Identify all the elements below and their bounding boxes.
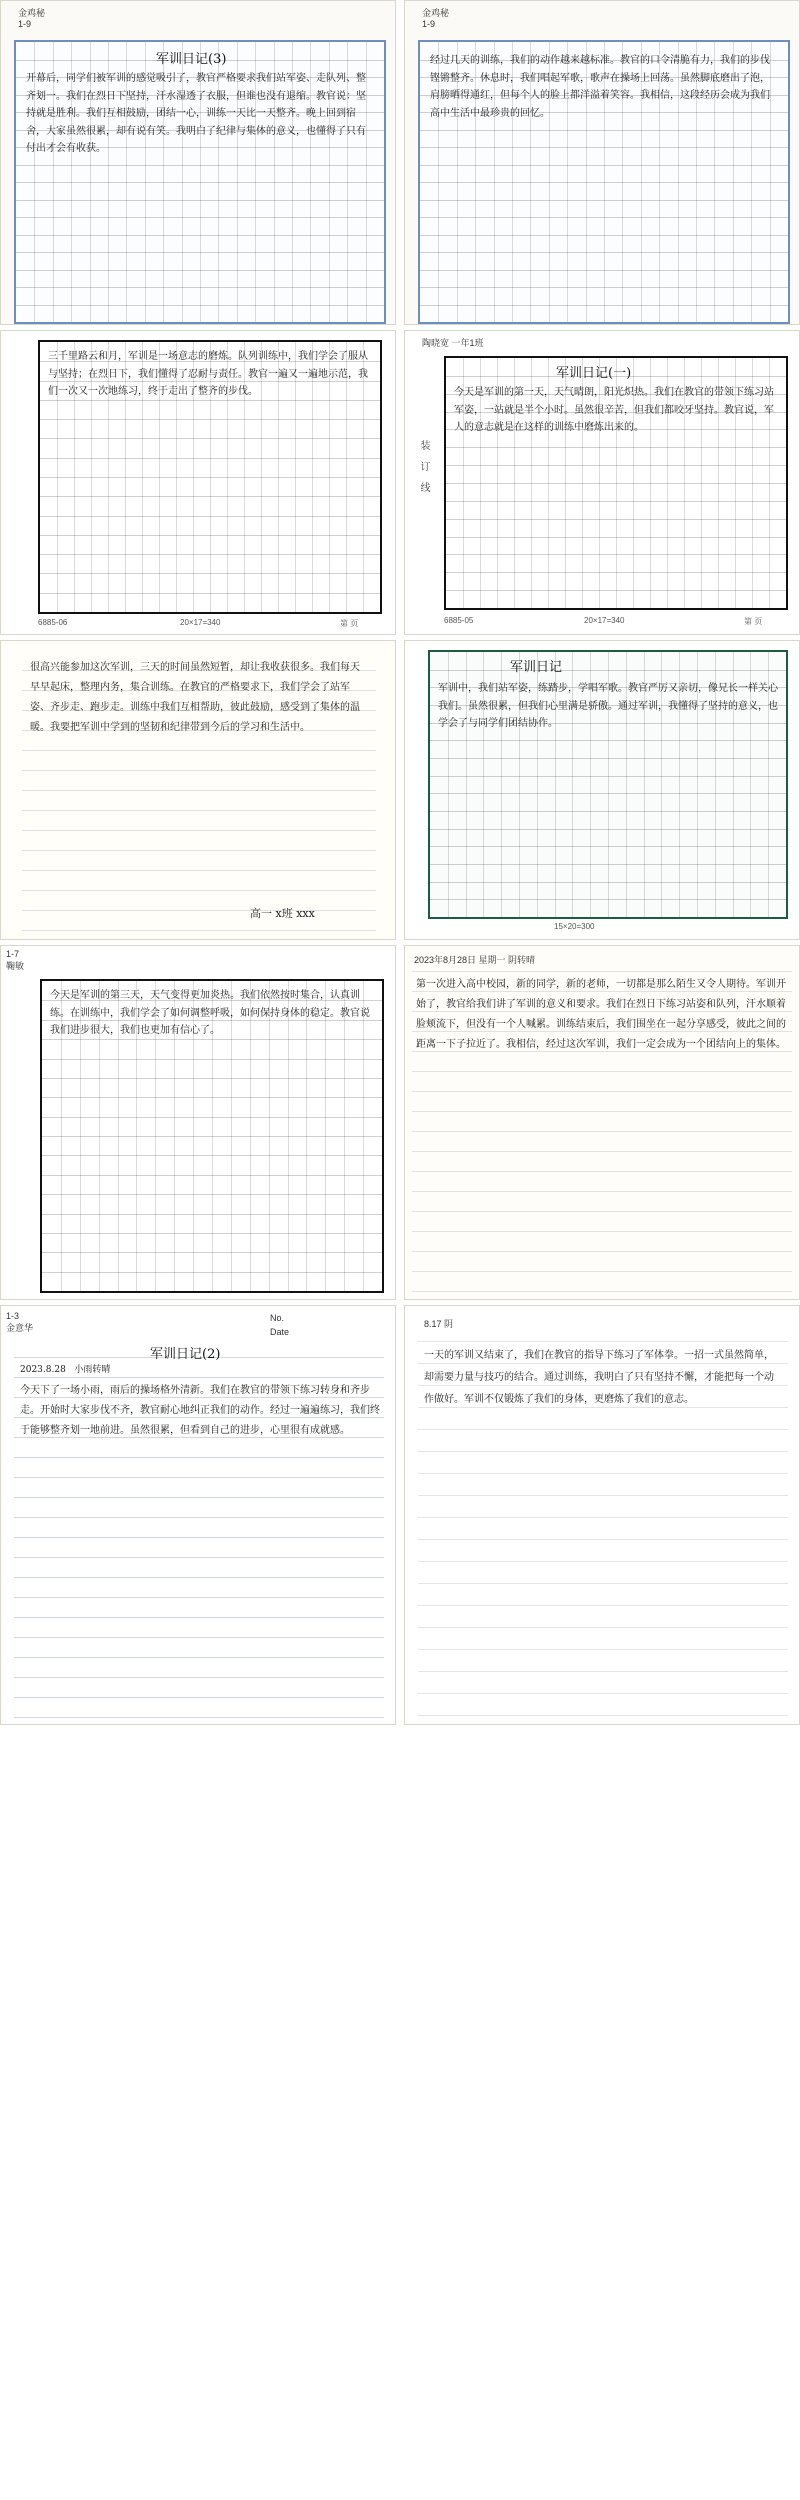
tile-header: 8.17 阴	[424, 1319, 454, 1329]
grid-size: 20×17=340	[180, 618, 221, 627]
diary-body: 经过几天的训练，我们的动作越来越标准。教官的口令清脆有力，我们的步伐铿锵整齐。休息时，我们唱起军歌，歌声在操场上回荡。虽然脚底磨出了泡，肩膀晒得通红，但每个人的脸上都洋溢着笑容。我相信，这段经历会成为我们高中生活中最珍贵的回忆。	[430, 55, 770, 119]
signature: 高一 x班 xxx	[250, 907, 315, 920]
writing-grid	[14, 40, 386, 324]
ruled-line	[14, 1657, 384, 1658]
ruled-line	[22, 850, 376, 851]
ruled-line	[412, 1251, 792, 1252]
diary-body: 很高兴能参加这次军训，三天的时间虽然短暂，却让我收获很多。我们每天早早起床，整理内务，集合训练。在教官的严格要求下，我们学会了站军姿、齐步走、跑步走。训练中我们互相帮助，彼此鼓励，感受到了集体的温暖。我要把军训中学到的坚韧和纪律带到今后的学习和生活中。	[30, 662, 360, 733]
writing-grid	[38, 340, 382, 614]
diary-body: 今天是军训的第三天，天气变得更加炎热。我们依然按时集合，认真训练。在训练中，我们学会了如何调整呼吸，如何保持身体的稳定。教官说我们进步很大，我们也更加有信心了。	[50, 990, 370, 1036]
diary-title: 军训日记(3)	[156, 52, 227, 67]
ruled-line	[418, 1649, 788, 1650]
writing-grid	[40, 979, 384, 1293]
ruled-line	[412, 971, 792, 972]
grid-size: 20×17=340	[584, 616, 625, 625]
ruled-line	[412, 1191, 792, 1192]
ruled-line	[14, 1497, 384, 1498]
diary-tile-9	[0, 1305, 396, 1725]
ruled-line	[14, 1517, 384, 1518]
diary-tile-4	[404, 330, 800, 635]
page-number: 第 页	[744, 617, 763, 626]
ruled-line	[418, 1627, 788, 1628]
writing-grid	[428, 650, 788, 919]
diary-tile-6	[404, 640, 800, 940]
ruled-line	[418, 1715, 788, 1716]
diary-tile-10	[404, 1305, 800, 1725]
ruled-line	[412, 1111, 792, 1112]
ruled-line	[412, 1211, 792, 1212]
ruled-line	[412, 1271, 792, 1272]
writing-grid	[444, 356, 788, 610]
ruled-line	[418, 1451, 788, 1452]
ruled-line	[418, 1429, 788, 1430]
ruled-line	[412, 1071, 792, 1072]
ruled-line	[418, 1561, 788, 1562]
paper-code: 6885-05	[444, 616, 474, 625]
ruled-line	[418, 1473, 788, 1474]
ruled-line	[22, 770, 376, 771]
ruled-line	[14, 1697, 384, 1698]
tile-header: 1-7 鞠敏	[6, 949, 25, 971]
ruled-line	[14, 1597, 384, 1598]
ruled-line	[14, 1637, 384, 1638]
ruled-line	[418, 1605, 788, 1606]
diary-body: 一天的军训又结束了，我们在教官的指导下练习了军体拳。一招一式虽然简单，却需要力量与技巧的结合。通过训练，我明白了只有坚持不懈，才能把每一个动作做好。军训不仅锻炼了我们的身体，更磨炼了我们的意志。	[424, 1350, 774, 1405]
diary-tile-3	[0, 330, 396, 635]
diary-tile-2	[404, 0, 800, 325]
ruled-line	[412, 1291, 792, 1292]
ruled-line	[22, 790, 376, 791]
ruled-line	[418, 1693, 788, 1694]
diary-body: 开幕后，同学们被军训的感觉吸引了，教官严格要求我们站军姿、走队列、整齐划一。我们在烈日下坚持，汗水湿透了衣服，但谁也没有退缩。教官说：坚持就是胜利。我们互相鼓励，团结一心，训练一天比一天整齐。晚上回到宿舍，大家虽然很累，却有说有笑。我明白了纪律与集体的意义，也懂得了只有付出才会有收获。	[26, 73, 366, 154]
ruled-line	[22, 810, 376, 811]
tile-header: 1-3 金意华	[6, 1311, 34, 1333]
ruled-line	[14, 1457, 384, 1458]
tile-header: 金鸡秘 1-9	[18, 8, 46, 29]
paper-code: 6885-06	[38, 618, 68, 627]
ruled-line	[412, 1131, 792, 1132]
ruled-line	[22, 890, 376, 891]
page-number: 第 页	[340, 619, 359, 628]
diary-body: 第一次进入高中校园，新的同学，新的老师，一切都是那么陌生又令人期待。军训开始了，教官给我们讲了军训的意义和要求。我们在烈日下练习站姿和队列，汗水顺着脸颊流下，但没有一个人喊累。训练结束后，我们围坐在一起分享感受，彼此之间的距离一下子拉近了。我相信，经过这次军训，我们一定会成为一个团结向上的集体。	[416, 979, 786, 1050]
diary-title: 军训日记(一)	[556, 366, 632, 381]
ruled-line	[14, 1717, 384, 1718]
ruled-line	[412, 1091, 792, 1092]
grid-size: 15×20=300	[554, 922, 595, 931]
diary-tile-1	[0, 0, 396, 325]
tile-header: 金鸡秘 1-9	[422, 8, 450, 29]
ruled-line	[418, 1671, 788, 1672]
ruled-line	[22, 870, 376, 871]
writing-grid	[418, 40, 790, 324]
diary-title: 军训日记(2)	[150, 1347, 221, 1362]
ruled-line	[412, 1171, 792, 1172]
ruled-line	[14, 1577, 384, 1578]
ruled-line	[418, 1341, 788, 1342]
date-label: Date	[270, 1327, 290, 1337]
ruled-line	[412, 1151, 792, 1152]
ruled-line	[14, 1677, 384, 1678]
ruled-line	[14, 1617, 384, 1618]
diary-tile-7	[0, 945, 396, 1300]
diary-title: 军训日记	[510, 660, 563, 675]
ruled-line	[418, 1495, 788, 1496]
diary-body: 今天下了一场小雨，雨后的操场格外清新。我们在教官的带领下练习转身和齐步走。开始时大家步伐不齐，教官耐心地纠正我们的动作。经过一遍遍练习，我们终于能够整齐划一地前进。虽然很累，但看到自己的进步，心里很有成就感。	[20, 1385, 380, 1436]
binding-line-label: 装 订 线	[418, 440, 429, 492]
ruled-line	[22, 930, 376, 931]
diary-body: 今天是军训的第一天，天气晴朗，阳光炽热。我们在教官的带领下练习站军姿，一站就是半个小时。虽然很辛苦，但我们都咬牙坚持。教官说，军人的意志就是在这样的训练中磨炼出来的。	[454, 387, 774, 433]
ruled-line	[418, 1583, 788, 1584]
date-line: 2023.8.28 小雨转晴	[20, 1365, 111, 1375]
tile-header: 2023年8月28日 星期一 阴转晴	[414, 955, 536, 965]
diary-tile-8	[404, 945, 800, 1300]
no-label: No.	[270, 1313, 285, 1323]
ruled-line	[14, 1477, 384, 1478]
ruled-line	[412, 1231, 792, 1232]
tile-header: 陶晓宽 一年1班	[422, 338, 484, 348]
ruled-line	[14, 1537, 384, 1538]
ruled-line	[22, 910, 376, 911]
ruled-line	[22, 750, 376, 751]
ruled-line	[418, 1517, 788, 1518]
diary-body: 军训中，我们站军姿，练踏步，学唱军歌。教官严厉又亲切，像兄长一样关心我们。虽然很累，但我们心里满是骄傲。通过军训，我懂得了坚持的意义，也学会了与同学们团结协作。	[438, 683, 778, 729]
diary-body: 三千里路云和月，军训是一场意志的磨炼。队列训练中，我们学会了服从与坚持；在烈日下，我们懂得了忍耐与责任。教官一遍又一遍地示范，我们一次又一次地练习，终于走出了整齐的步伐。	[48, 351, 368, 397]
ruled-line	[22, 830, 376, 831]
ruled-line	[14, 1557, 384, 1558]
ruled-line	[418, 1539, 788, 1540]
diary-tile-5	[0, 640, 396, 940]
